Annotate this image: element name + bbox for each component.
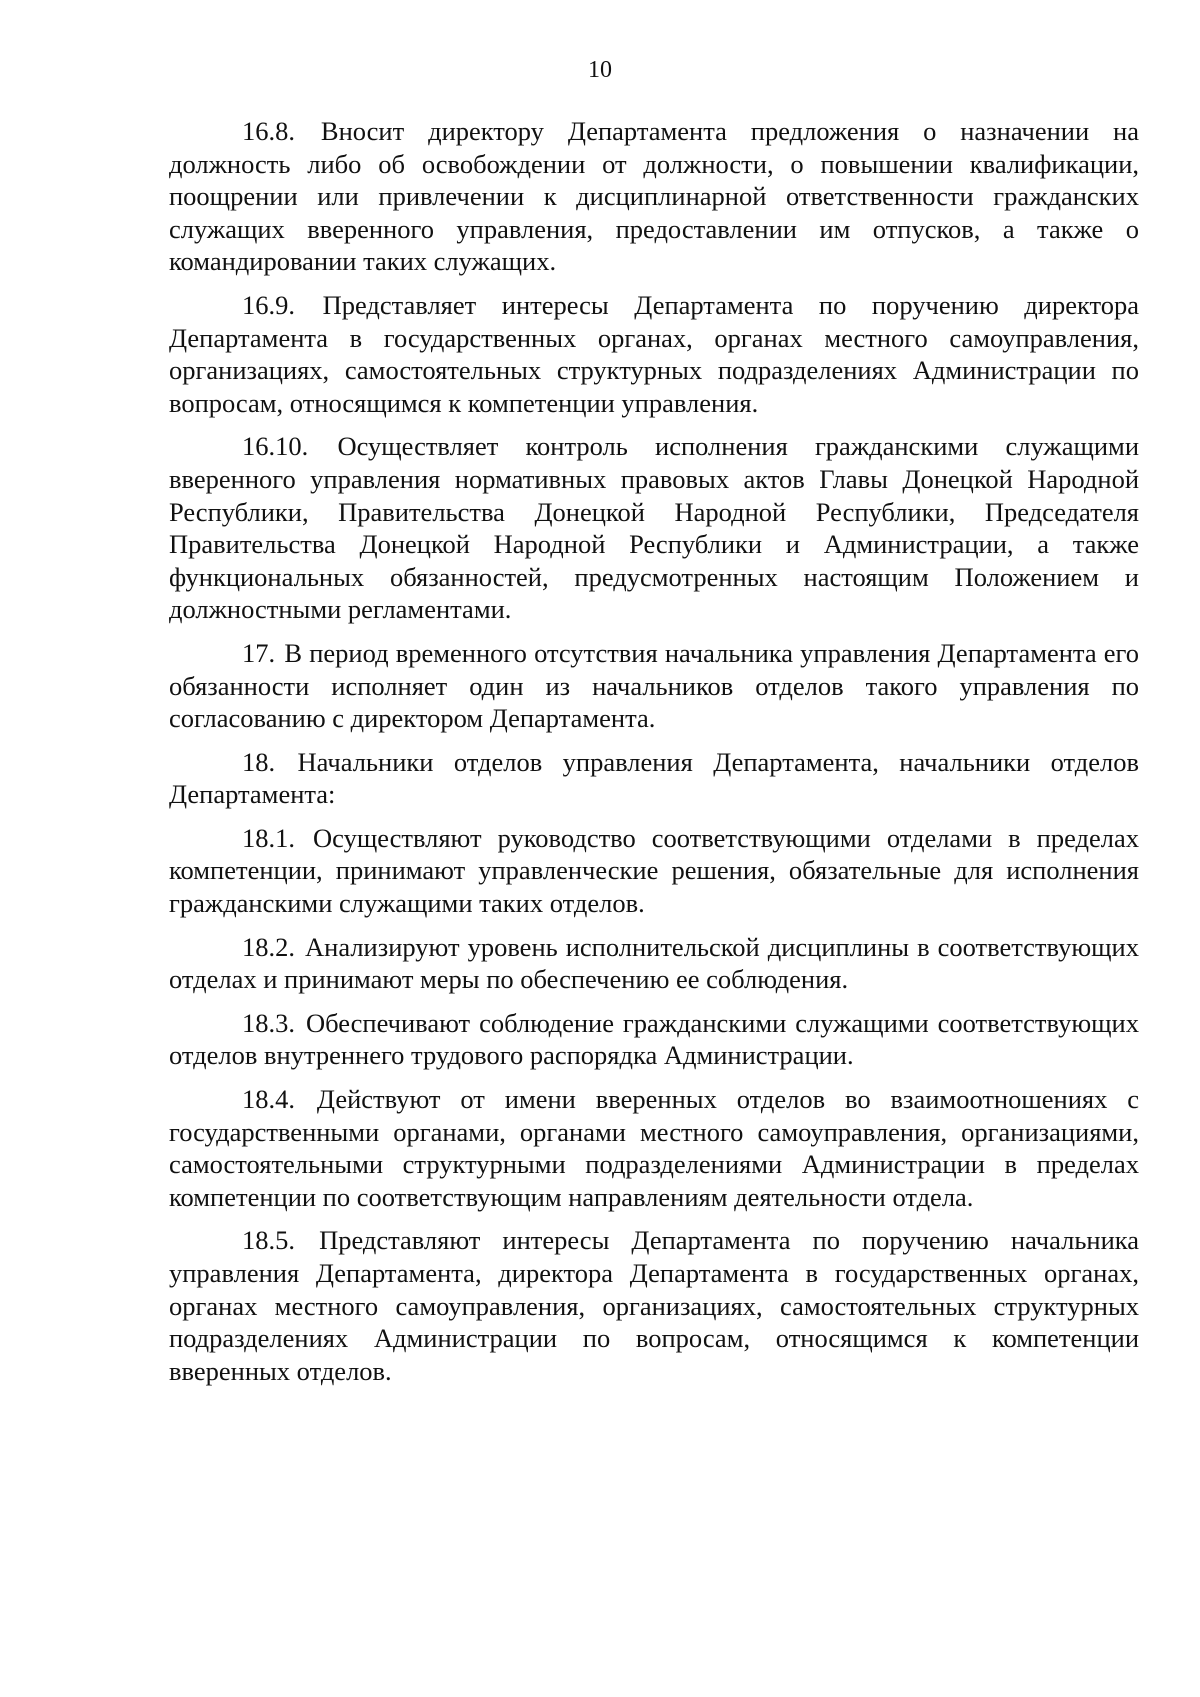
- paragraph-number: 17.: [242, 637, 276, 668]
- paragraph-text: Обеспечивают соблюдение гражданскими служащими соответствующих отделов внутреннего трудового распорядка Администрации.: [169, 1007, 1139, 1071]
- paragraph-16-10: [169, 430, 1139, 626]
- paragraph-text: Представляет интересы Департамента по поручению директора Департамента в государственных органах, органах местного самоуправления, организациях, самостоятельных структурных подразделениях Администрации по вопросам, относящимся к компетенции управления.: [169, 289, 1140, 418]
- document-body: [169, 115, 1139, 1398]
- paragraph-text: Начальники отделов управления Департамента, начальники отделов Департамента:: [169, 746, 1140, 810]
- paragraph-18-4: [169, 1083, 1139, 1213]
- paragraph-18-1: [169, 822, 1139, 920]
- paragraph-18: [169, 746, 1139, 811]
- paragraph-17: [169, 637, 1139, 735]
- paragraph-text: Действуют от имени вверенных отделов во взаимоотношениях с государственными органами, органами местного самоуправления, организациями, самостоятельными структурными подразделениями Администрации в пределах компетенции по соответствующим направлениям деятельности отдела.: [169, 1084, 1140, 1212]
- paragraph-text: В период временного отсутствия начальника управления Департамента его обязанности исполняет один из начальников отделов такого управления по согласованию с директором Департамента.: [169, 637, 1140, 734]
- paragraph-text: Осуществляет контроль исполнения гражданскими служащими вверенного управления нормативных правовых актов Главы Донецкой Народной Республики, Правительства Донецкой Народной Республики, Председателя Правительства Донецкой Народной Республики и Администрации, а также функциональных обязанностей, предусмотренных настоящим Положением и должностными регламентами.: [169, 431, 1140, 625]
- paragraph-number: 18.: [242, 746, 276, 777]
- paragraph-text: Вносит директору Департамента предложения о назначении на должность либо об освобождении от должности, о повышении квалификации, поощрении или привлечении к дисциплинарной ответственности гражданских служащих вверенного управления, предоставлении им отпусков, а также о командировании таких служащих.: [169, 116, 1140, 277]
- paragraph-18-5: [169, 1224, 1139, 1387]
- paragraph-16-9: [169, 289, 1139, 419]
- paragraph-text: Осуществляют руководство соответствующими отделами в пределах компетенции, принимают управленческие решения, обязательные для исполнения гражданскими служащими таких отделов.: [169, 822, 1140, 919]
- paragraph-number: 18.2.: [242, 931, 295, 962]
- paragraph-number: 18.4.: [242, 1084, 295, 1115]
- paragraph-number: 18.1.: [242, 822, 295, 853]
- page-number: 10: [588, 57, 612, 83]
- paragraph-number: 16.10.: [242, 431, 309, 462]
- paragraph-number: 18.5.: [242, 1225, 295, 1256]
- paragraph-18-3: [169, 1007, 1139, 1072]
- paragraph-number: 18.3.: [242, 1007, 295, 1038]
- paragraph-text: Представляют интересы Департамента по поручению начальника управления Департамента, директора Департамента в государственных органах, органах местного самоуправления, организациях, самостоятельных структурных подразделениях Администрации по вопросам, относящимся к компетенции вверенных отделов.: [169, 1225, 1140, 1386]
- paragraph-18-2: [169, 931, 1139, 996]
- paragraph-text: Анализируют уровень исполнительской дисциплины в соответствующих отделах и принимают меры по обеспечению ее соблюдения.: [169, 931, 1139, 995]
- paragraph-number: 16.8.: [242, 116, 295, 146]
- paragraph-16-8: [169, 115, 1139, 278]
- paragraph-number: 16.9.: [242, 289, 295, 320]
